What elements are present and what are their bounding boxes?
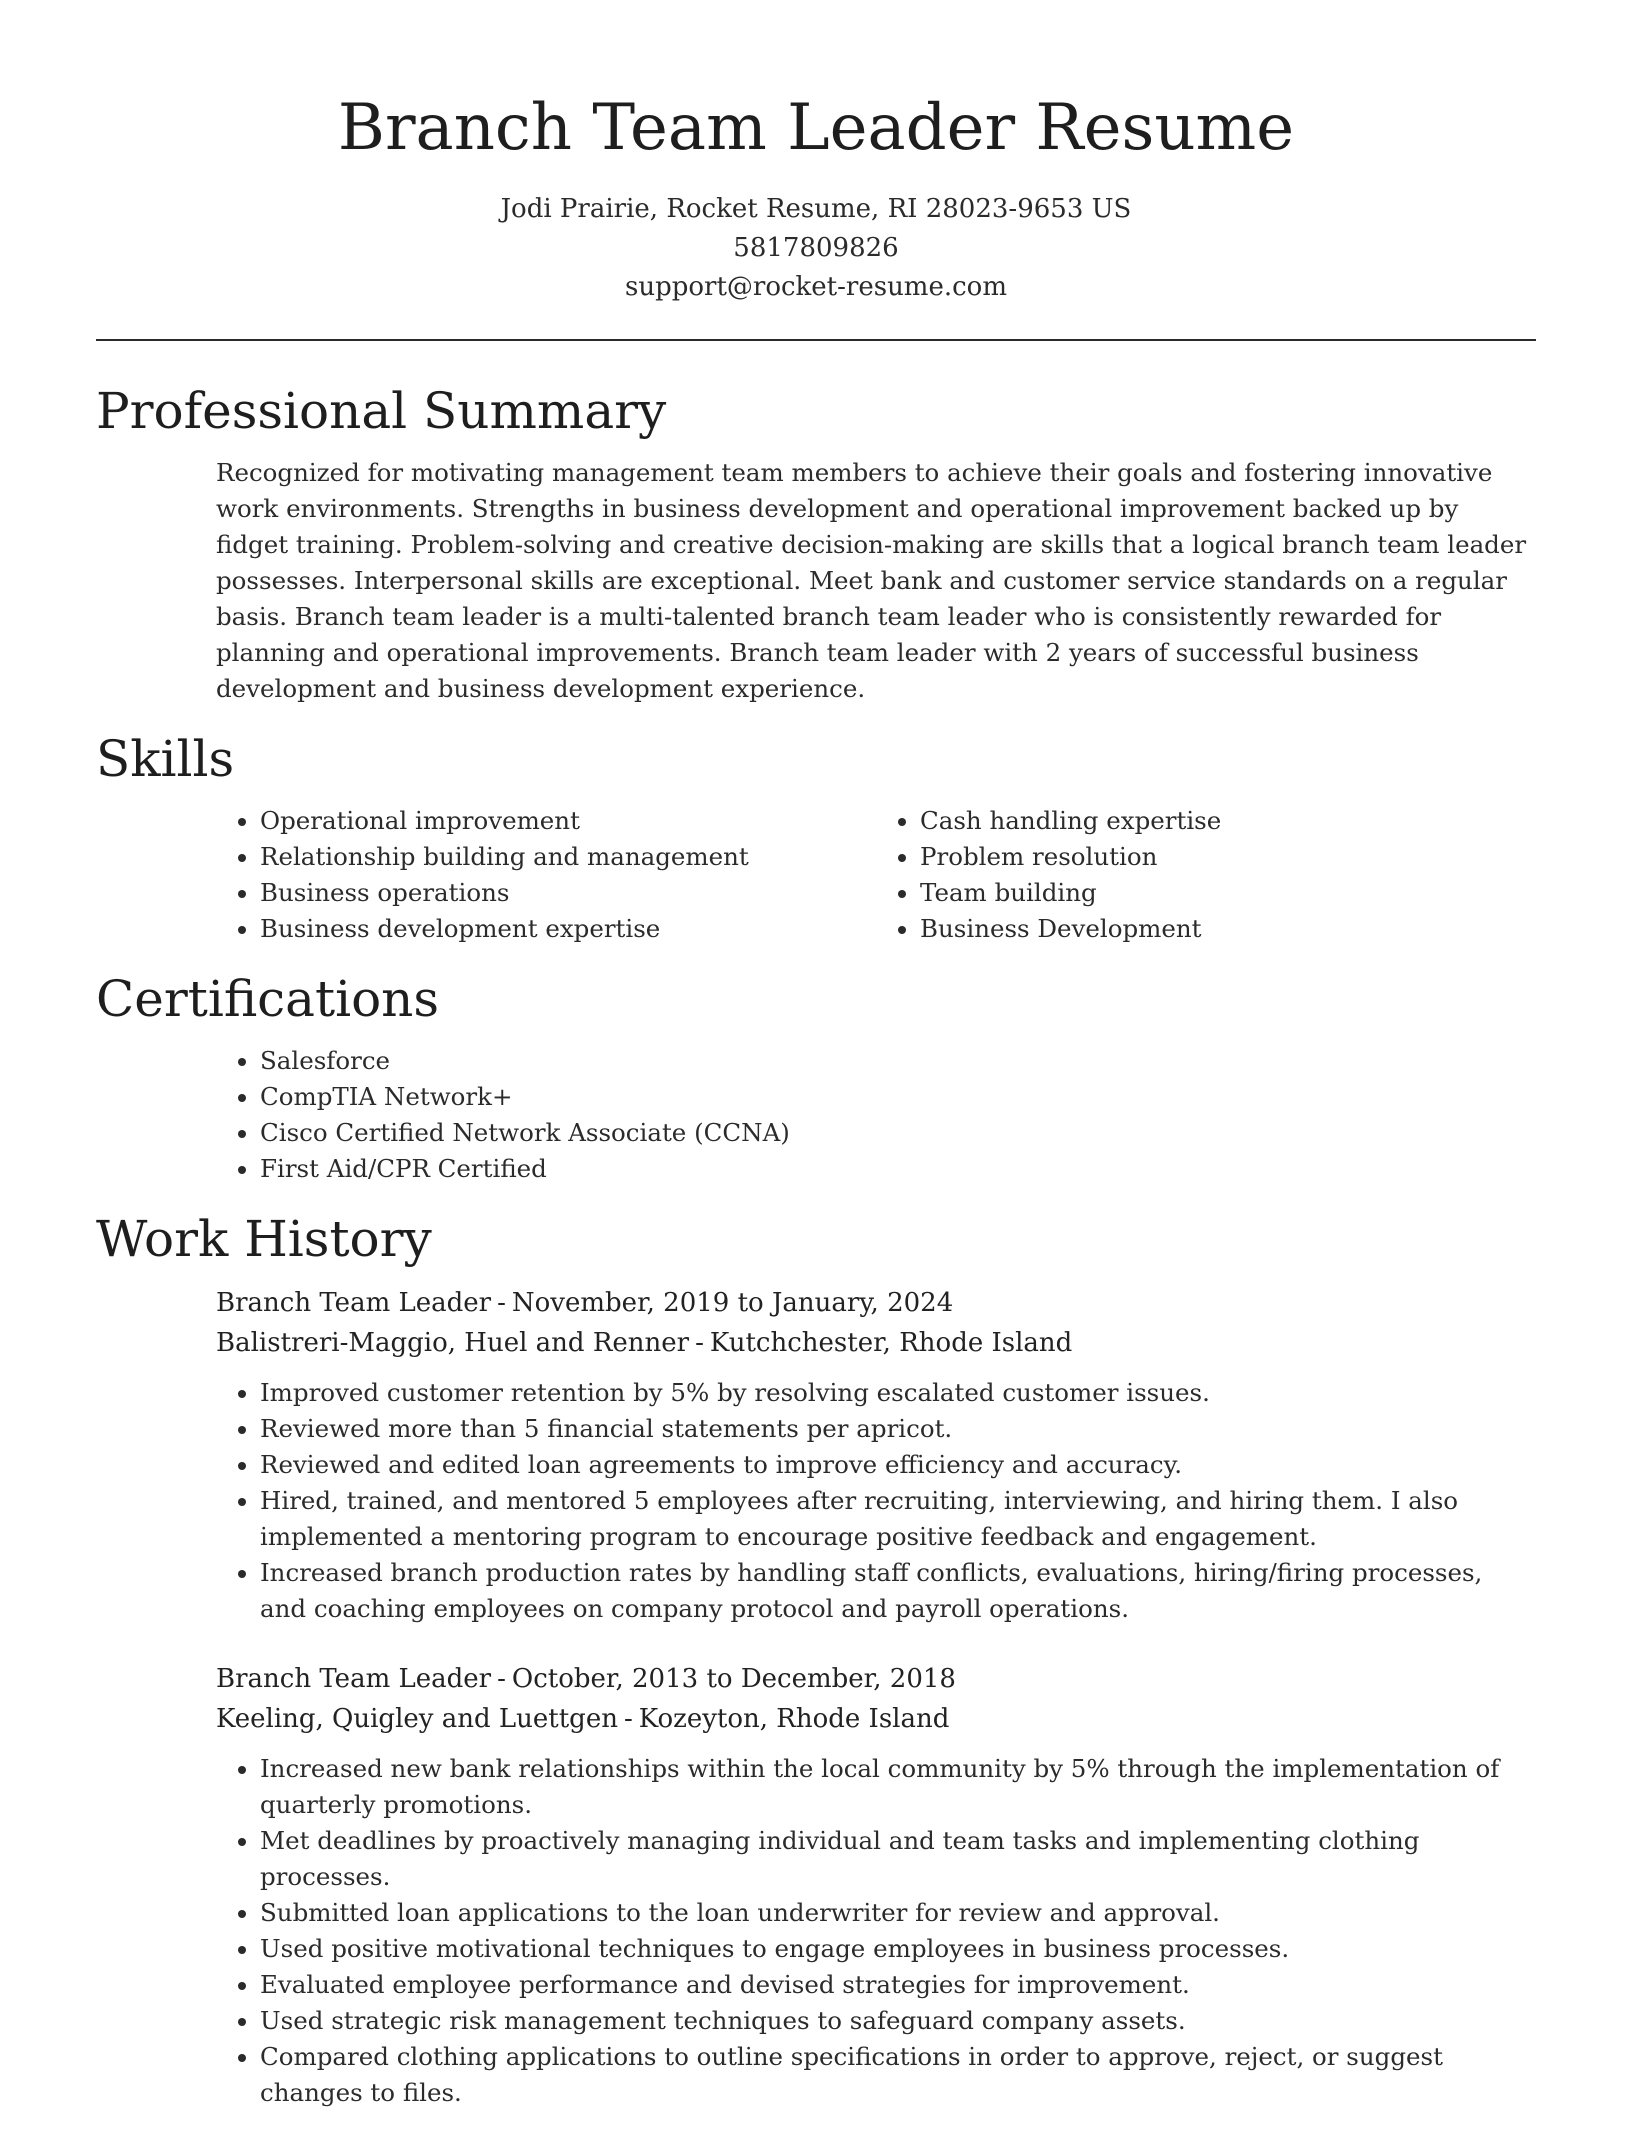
- skill-item: • Cash handling expertise: [920, 803, 1536, 839]
- separator: -: [695, 1328, 704, 1358]
- separator: -: [497, 1664, 506, 1694]
- certifications-heading: Certifications: [96, 970, 440, 1028]
- certification-item: • CompTIA Network+: [260, 1079, 1536, 1115]
- summary-text: Recognized for motivating management team members to achieve their goals and fostering innovative work environments. Strengths in business development and operational improvement backed up by fidget training. Problem-solving and creative decision-making are skills that a logical branch team leader possesses. Interpersonal skills are exceptional. Meet bank and customer service standards on a regular basis. Branch team leader is a multi-talented branch team leader who is consistently rewarded for planning and operational improvements. Branch team leader with 2 years of successful business development and business development experience.: [216, 458, 1527, 703]
- contact-address: Jodi Prairie, Rocket Resume, RI 28023-9653 US: [500, 194, 1132, 224]
- job-bullet: • Used strategic risk management techniques to safeguard company assets.: [260, 2003, 1536, 2039]
- job-bullet: • Met deadlines by proactively managing individual and team tasks and implementing clothing processes.: [260, 1823, 1536, 1895]
- job-company: Balistreri-Maggio, Huel and Renner: [216, 1328, 690, 1358]
- job-dates: November, 2019 to January, 2024: [511, 1288, 954, 1318]
- job-title-line: [216, 1659, 1536, 1699]
- job-title-line: [216, 1283, 1536, 1323]
- summary-section: [216, 455, 1536, 707]
- job-bullet: • Hired, trained, and mentored 5 employees after recruiting, interviewing, and hiring them. I also implemented a mentoring program to encourage positive feedback and engagement.: [260, 1483, 1536, 1555]
- job-company-line: [216, 1323, 1536, 1363]
- certification-item: • Cisco Certified Network Associate (CCNA): [260, 1115, 1536, 1151]
- job-bullet: • Increased new bank relationships within the local community by 5% through the implementation of quarterly promotions.: [260, 1751, 1536, 1823]
- job-company: Keeling, Quigley and Luettgen: [216, 1704, 618, 1734]
- contact-block: [96, 190, 1536, 307]
- skill-item: • Problem resolution: [920, 839, 1536, 875]
- separator: -: [497, 1288, 506, 1318]
- job-company-line: [216, 1699, 1536, 1739]
- header-divider: [96, 339, 1536, 341]
- job-bullet: • Reviewed more than 5 financial statements per apricot.: [260, 1411, 1536, 1447]
- skill-item: • Business Development: [920, 911, 1536, 947]
- separator: -: [623, 1704, 633, 1734]
- skill-item: • Team building: [920, 875, 1536, 911]
- certifications-list: [216, 1043, 1536, 1187]
- skills-list-left: [216, 803, 876, 947]
- certification-item: • Salesforce: [260, 1043, 1536, 1079]
- contact-phone: 5817809826: [733, 233, 899, 263]
- skill-item: • Business operations: [260, 875, 876, 911]
- job-bullet: • Submitted loan applications to the loan underwriter for review and approval.: [260, 1895, 1536, 1931]
- job-bullet: • Improved customer retention by 5% by resolving escalated customer issues.: [260, 1375, 1536, 1411]
- job-title: Branch Team Leader: [216, 1288, 492, 1318]
- certifications-section: [216, 1043, 1536, 1187]
- summary-heading: Professional Summary: [96, 382, 667, 440]
- job-location: Kutchchester, Rhode Island: [709, 1328, 1073, 1358]
- resume-page: [96, 0, 1536, 2143]
- skill-item: • Operational improvement: [260, 803, 876, 839]
- job-title: Branch Team Leader: [216, 1664, 492, 1694]
- job-bullet: • Reviewed and edited loan agreements to improve efficiency and accuracy.: [260, 1447, 1536, 1483]
- work-history-section: [216, 1283, 1536, 2111]
- job-bullet: • Used positive motivational techniques to engage employees in business processes.: [260, 1931, 1536, 1967]
- job-location: Kozeyton, Rhode Island: [638, 1704, 950, 1734]
- skill-item: • Business development expertise: [260, 911, 876, 947]
- skills-section: [216, 803, 1536, 947]
- skill-item: • Relationship building and management: [260, 839, 876, 875]
- job-entry: [216, 1283, 1536, 1627]
- resume-title: Branch Team Leader Resume: [337, 91, 1295, 165]
- certification-item: • First Aid/CPR Certified: [260, 1151, 1536, 1187]
- job-bullet: • Increased branch production rates by handling staff conflicts, evaluations, hiring/firing processes, and coaching employees on company protocol and payroll operations.: [260, 1555, 1536, 1627]
- job-entry: [216, 1659, 1536, 2111]
- skills-heading: Skills: [96, 730, 235, 788]
- job-bullets: [216, 1751, 1536, 2111]
- contact-email: support@rocket-resume.com: [624, 272, 1007, 302]
- job-dates: October, 2013 to December, 2018: [511, 1664, 956, 1694]
- job-bullets: [216, 1375, 1536, 1627]
- job-bullet: • Compared clothing applications to outline specifications in order to approve, reject, or suggest changes to files.: [260, 2039, 1536, 2111]
- work-history-heading: Work History: [96, 1210, 432, 1268]
- skills-list-right: [876, 803, 1536, 947]
- job-bullet: • Evaluated employee performance and devised strategies for improvement.: [260, 1967, 1536, 2003]
